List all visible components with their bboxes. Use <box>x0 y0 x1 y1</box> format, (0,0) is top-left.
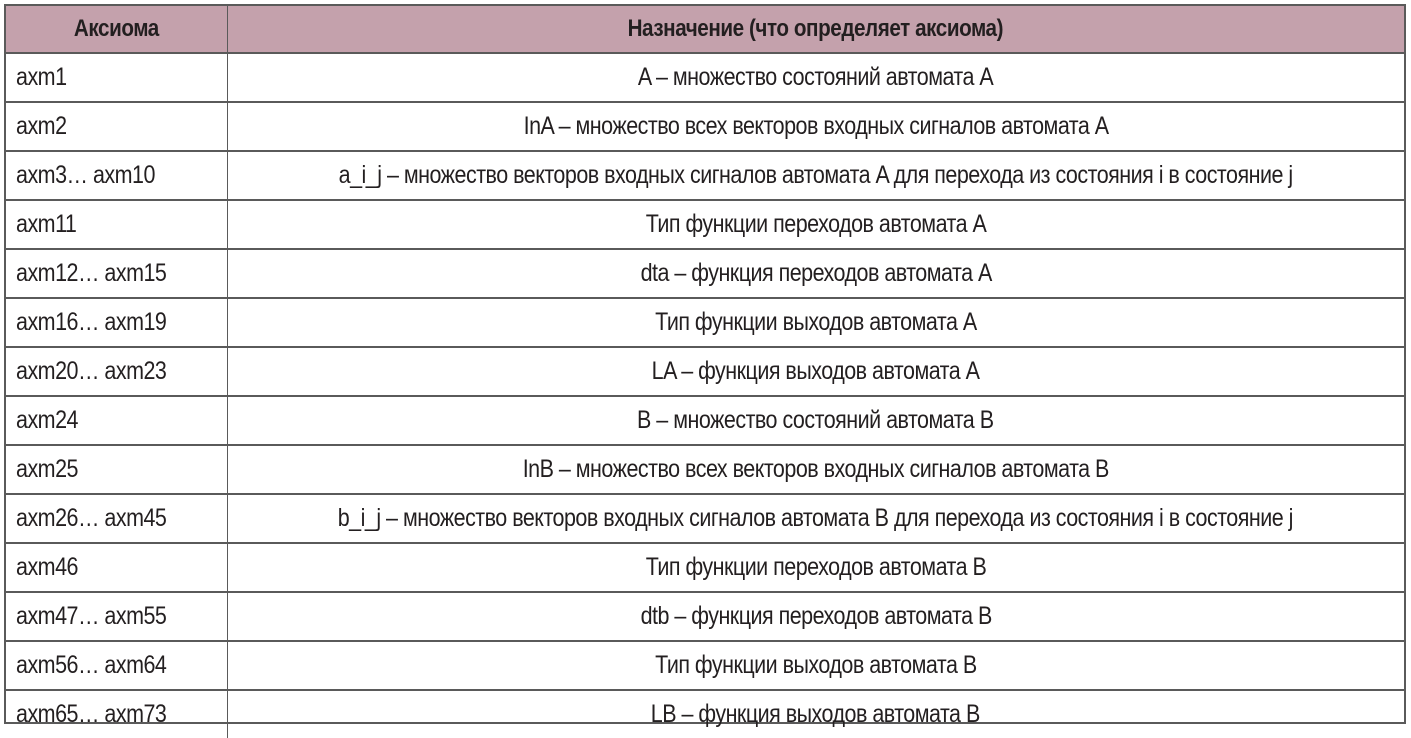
purpose-text: LA – функция выходов автомата A <box>651 357 980 385</box>
purpose-cell <box>227 298 1404 347</box>
purpose-text: Тип функции выходов автомата A <box>654 308 977 336</box>
column-header-purpose-label: Назначение (что определяет аксиома) <box>628 15 1004 42</box>
table-row <box>6 102 1404 151</box>
axiom-text: axm20… axm23 <box>16 357 167 385</box>
purpose-cell <box>227 249 1404 298</box>
axiom-cell <box>6 690 227 738</box>
table-row <box>6 543 1404 592</box>
purpose-cell <box>227 690 1404 738</box>
purpose-cell <box>227 102 1404 151</box>
purpose-cell <box>227 641 1404 690</box>
purpose-cell <box>227 543 1404 592</box>
axiom-text: axm12… axm15 <box>16 259 167 287</box>
axiom-text: axm25 <box>16 455 78 483</box>
purpose-cell <box>227 445 1404 494</box>
purpose-cell <box>227 396 1404 445</box>
axiom-cell <box>6 200 227 249</box>
table-row <box>6 445 1404 494</box>
axiom-cell <box>6 249 227 298</box>
axiom-text: axm3… axm10 <box>16 161 155 189</box>
axiom-cell <box>6 543 227 592</box>
table-row <box>6 592 1404 641</box>
axiom-text: axm26… axm45 <box>16 504 167 532</box>
axioms-table-container <box>4 4 1406 728</box>
axiom-text: axm2 <box>16 112 67 140</box>
purpose-text: b_i_j – множество векторов входных сигналов автомата B для перехода из состояния i в состояние j <box>338 504 1294 532</box>
purpose-text: InB – множество всех векторов входных сигналов автомата B <box>522 455 1109 483</box>
purpose-cell <box>227 494 1404 543</box>
axiom-cell <box>6 592 227 641</box>
column-header-axiom <box>6 6 227 53</box>
purpose-text: B – множество состояний автомата B <box>637 406 994 434</box>
purpose-text: A – множество состояний автомата A <box>638 63 994 91</box>
purpose-text: Тип функции выходов автомата B <box>654 651 977 679</box>
axiom-cell <box>6 151 227 200</box>
column-header-axiom-label: Аксиома <box>73 15 159 42</box>
purpose-cell <box>227 592 1404 641</box>
table-row <box>6 347 1404 396</box>
axiom-cell <box>6 445 227 494</box>
axiom-cell <box>6 347 227 396</box>
axiom-cell <box>6 102 227 151</box>
table-row <box>6 249 1404 298</box>
table-row <box>6 53 1404 102</box>
purpose-text: dtb – функция переходов автомата B <box>640 602 992 630</box>
purpose-text: a_i_j – множество векторов входных сигналов автомата A для перехода из состояния i в состояние j <box>338 161 1293 189</box>
purpose-text: Тип функции переходов автомата A <box>645 210 987 238</box>
axiom-text: axm47… axm55 <box>16 602 167 630</box>
purpose-text: InA – множество всех векторов входных сигналов автомата A <box>523 112 1109 140</box>
purpose-text: Тип функции переходов автомата B <box>645 553 987 581</box>
column-header-purpose <box>227 6 1404 53</box>
axiom-text: axm65… axm73 <box>16 700 167 728</box>
table-row <box>6 641 1404 690</box>
axiom-text: axm46 <box>16 553 78 581</box>
axiom-cell <box>6 494 227 543</box>
axiom-text: axm24 <box>16 406 78 434</box>
axiom-cell <box>6 53 227 102</box>
purpose-cell <box>227 53 1404 102</box>
table-row <box>6 494 1404 543</box>
purpose-cell <box>227 347 1404 396</box>
purpose-text: LB – функция выходов автомата B <box>651 700 981 728</box>
axiom-text: axm1 <box>16 63 67 91</box>
axiom-cell <box>6 396 227 445</box>
table-row <box>6 200 1404 249</box>
table-header-row <box>6 6 1404 53</box>
purpose-cell <box>227 200 1404 249</box>
axiom-cell <box>6 298 227 347</box>
table-row <box>6 690 1404 738</box>
purpose-text: dta – функция переходов автомата A <box>640 259 992 287</box>
axioms-table <box>6 6 1404 738</box>
axiom-text: axm56… axm64 <box>16 651 167 679</box>
axiom-text: axm11 <box>16 210 77 238</box>
table-row <box>6 396 1404 445</box>
table-row <box>6 151 1404 200</box>
table-row <box>6 298 1404 347</box>
axiom-text: axm16… axm19 <box>16 308 167 336</box>
axiom-cell <box>6 641 227 690</box>
purpose-cell <box>227 151 1404 200</box>
